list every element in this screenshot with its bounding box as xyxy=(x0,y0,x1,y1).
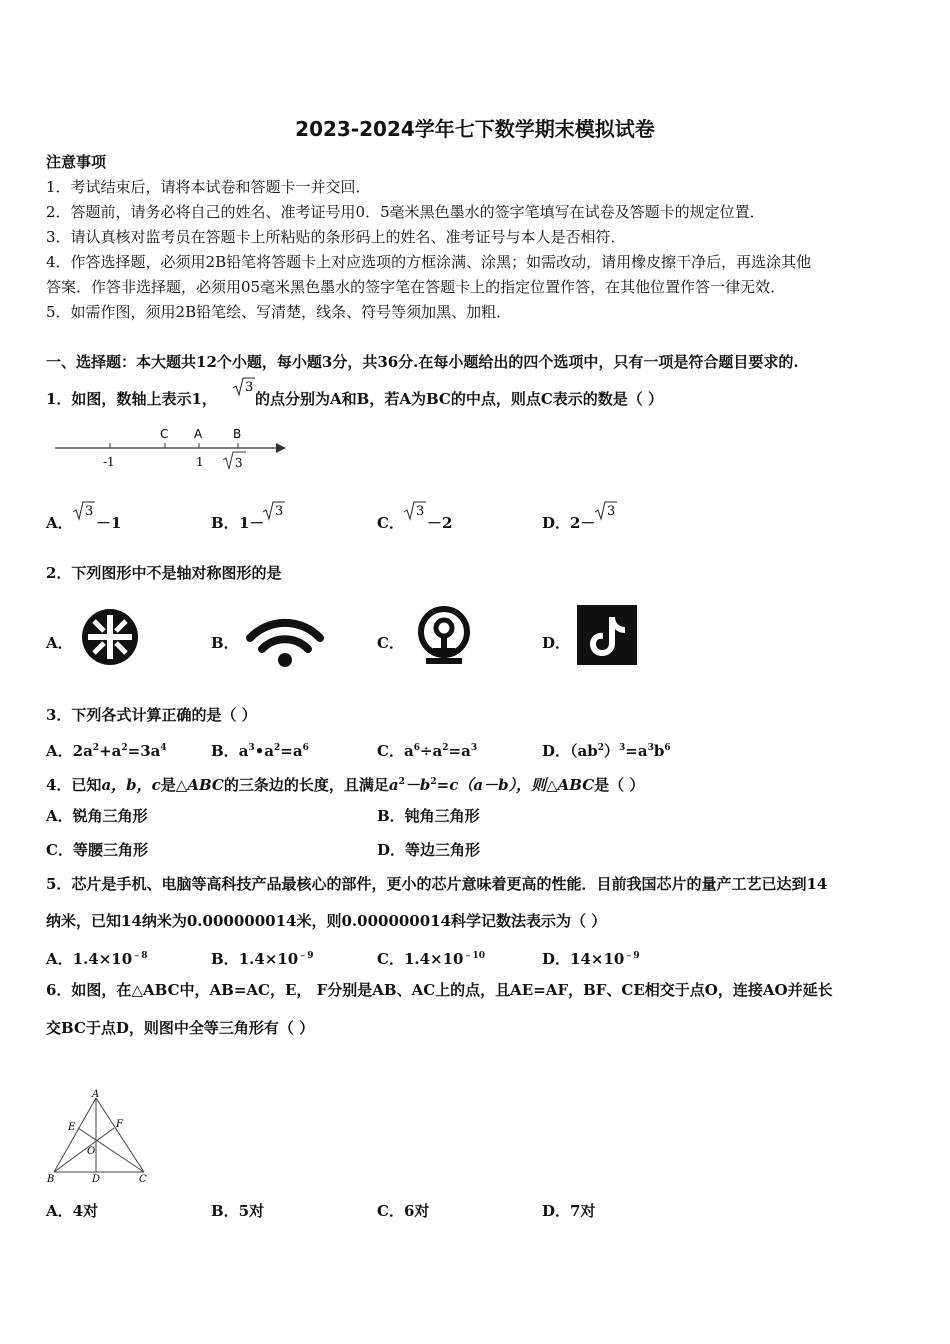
expr-part: =a xyxy=(625,742,648,760)
expr-part: 2a xyxy=(72,742,93,760)
notice-item: 1．考试结束后，请将本试卷和答题卡一并交回． xyxy=(46,178,371,196)
sqrt-symbol-icon xyxy=(594,500,618,522)
expr-part: （ab xyxy=(570,742,598,760)
q4-var: =c（a－b），则△ xyxy=(436,776,558,794)
q2-option-b-letter: B． xyxy=(211,634,239,652)
option-letter: C． xyxy=(377,950,404,968)
vertex-label-f: F xyxy=(116,1119,123,1130)
q2-option-d-letter: D． xyxy=(542,634,571,652)
q6-line1: 6．如图，在△ABC中，AB=AC，E， F分别是AB、AC上的点，且AE=AF，BF、CE相交于点O，连接AO并延长 xyxy=(46,981,833,999)
q4-var: ABC xyxy=(557,776,595,794)
q5-option-b xyxy=(211,946,314,969)
q4-option-a: A．锐角三角形 xyxy=(46,807,148,825)
expr-part: =a xyxy=(280,742,303,760)
wifi-icon xyxy=(244,608,326,670)
exponent: ﹣10 xyxy=(463,951,486,961)
q5-option-a xyxy=(46,946,147,969)
q1-option-c-text: －2 xyxy=(427,514,453,532)
sqrt-radicand: 3 xyxy=(235,456,243,470)
vertex-label-a: A xyxy=(92,1089,100,1100)
option-letter: D． xyxy=(542,950,571,968)
q4-text: 是△ xyxy=(160,776,188,794)
q1-option-d-text: 2－ xyxy=(570,514,596,532)
exponent: ﹣9 xyxy=(624,951,640,961)
vertex-label-e: E xyxy=(68,1122,76,1133)
q4-option-b: B．钝角三角形 xyxy=(377,807,480,825)
expr-part: b xyxy=(653,742,665,760)
q6-option-a: A．4对 xyxy=(46,1202,99,1220)
sqrt-radicand: 3 xyxy=(275,504,284,519)
expr-part: =3a xyxy=(127,742,161,760)
exponent: 3 xyxy=(470,743,478,753)
q3-option-d xyxy=(542,738,671,761)
option-letter: B． xyxy=(211,742,239,760)
option-letter: C． xyxy=(377,742,404,760)
sqrt-symbol-icon xyxy=(72,500,96,522)
q5-line2: 纳米，已知14纳米为0.000000014米，则0.000000014科学记数法表示为（ ） xyxy=(46,912,607,930)
q4-text: 是（ ） xyxy=(594,776,645,794)
q1-option-b-letter: B． xyxy=(211,514,239,532)
q4-stem xyxy=(46,772,644,795)
q6-line2: 交BC于点D，则图中全等三角形有（ ） xyxy=(46,1019,315,1037)
option-letter: A． xyxy=(46,950,73,968)
exponent: 2 xyxy=(92,743,100,753)
q4-var: ABC xyxy=(187,776,224,794)
q1-option-a-text: －1 xyxy=(96,514,122,532)
expr-part: ） xyxy=(604,742,620,760)
option-letter: D． xyxy=(542,742,571,760)
tick-label: 1 xyxy=(196,455,204,469)
q6-option-b: B．5对 xyxy=(211,1202,265,1220)
point-label-a: A xyxy=(194,427,203,441)
exponent: 2 xyxy=(597,743,604,753)
q3-option-c xyxy=(377,738,477,761)
q2-stem: 2．下列图形中不是轴对称图形的是 xyxy=(46,564,282,582)
expr-part: a xyxy=(238,742,249,760)
q4-var: a，b，c xyxy=(101,776,161,794)
exponent: 2 xyxy=(121,743,128,753)
q1-option-c-letter: C． xyxy=(377,514,404,532)
sqrt-radicand: 3 xyxy=(85,504,94,519)
q6-option-c: C．6对 xyxy=(377,1202,430,1220)
expr-part: =a xyxy=(448,742,471,760)
notice-heading: 注意事项 xyxy=(46,153,107,171)
metro-logo-icon xyxy=(80,607,140,667)
axis-arrow-icon xyxy=(276,443,286,453)
exponent: 2 xyxy=(442,743,449,753)
q5-option-c xyxy=(377,946,485,969)
point-label-b: B xyxy=(233,427,242,441)
exponent: ﹣8 xyxy=(132,951,148,961)
notice-item: 5．如需作图，须用2B铅笔绘、写清楚，线条、符号等须加黑、加粗． xyxy=(46,303,512,321)
triangle-figure xyxy=(44,1088,156,1188)
exponent: 3 xyxy=(248,743,255,753)
q1-option-d-letter: D． xyxy=(542,514,571,532)
q3-option-a xyxy=(46,738,167,761)
vertex-label-b: B xyxy=(47,1174,55,1185)
number-line-figure xyxy=(50,422,300,474)
q1-stem-b: 的点分别为A和B，若A为BC的中点，则点C表示的数是（ ） xyxy=(255,390,664,408)
sci-base: 14×10 xyxy=(570,950,625,968)
q6-option-d: D．7对 xyxy=(542,1202,596,1220)
q1-option-b-text: 1－ xyxy=(239,514,265,532)
q4-option-d: D．等边三角形 xyxy=(377,841,481,859)
tiktok-logo-icon xyxy=(577,605,637,665)
q3-option-b xyxy=(211,738,309,761)
q4-text: 4．已知 xyxy=(46,776,102,794)
exponent: 2 xyxy=(430,777,437,787)
tick-label: -1 xyxy=(103,455,115,469)
sci-base: 1.4×10 xyxy=(403,950,464,968)
sqrt-symbol-icon xyxy=(232,376,256,398)
expr-part: ÷a xyxy=(419,742,443,760)
exponent: 2 xyxy=(274,743,281,753)
exponent: 6 xyxy=(302,743,309,753)
q2-option-c-letter: C． xyxy=(377,634,404,652)
q4-var: －b xyxy=(404,776,431,794)
point-label-o: O xyxy=(87,1146,96,1157)
section-heading: 一、选择题：本大题共12个小题，每小题3分，共36分.在每小题给出的四个选项中，只有一项是符合题目要求的. xyxy=(46,353,799,371)
q1-stem-a: 1．如图，数轴上表示1， xyxy=(46,390,217,408)
notice-item: 答案．作答非选择题，必须用05毫米黑色墨水的签字笔在答题卡上的指定位置作答，在其他位置作答一律无效． xyxy=(46,278,786,296)
sqrt-symbol-icon xyxy=(262,500,286,522)
exponent: ﹣9 xyxy=(298,951,314,961)
exponent: 4 xyxy=(160,743,167,753)
q5-line1: 5．芯片是手机、电脑等高科技产品最核心的部件，更小的芯片意味着更高的性能．目前我国芯片的量产工艺已达到14 xyxy=(46,875,828,893)
notice-item: 3．请认真核对监考员在答题卡上所粘贴的条形码上的姓名、准考证号与本人是否相符． xyxy=(46,228,626,246)
exponent: 6 xyxy=(664,743,671,753)
page-title: 2023-2024学年七下数学期末模拟试卷 xyxy=(295,117,655,141)
point-label-d: D xyxy=(92,1174,101,1185)
sci-base: 1.4×10 xyxy=(72,950,133,968)
q4-var: a xyxy=(388,776,399,794)
q1-option-a-letter: A． xyxy=(46,514,73,532)
option-letter: B． xyxy=(211,950,239,968)
exponent: 6 xyxy=(413,743,420,753)
option-letter: A． xyxy=(46,742,73,760)
sqrt-radicand: 3 xyxy=(245,380,254,395)
vertex-label-c: C xyxy=(139,1174,147,1185)
notice-item: 2．答题前，请务必将自己的姓名、准考证号用0．5毫米黑色墨水的签字笔填写在试卷及答题卡的规定位置． xyxy=(46,203,765,221)
exponent: 3 xyxy=(619,743,626,753)
exponent: 3 xyxy=(647,743,654,753)
expr-part: +a xyxy=(99,742,122,760)
expr-part: a xyxy=(403,742,414,760)
q4-text: 的三条边的长度，且满足 xyxy=(223,776,389,794)
point-label-c: C xyxy=(160,427,169,441)
q5-option-d xyxy=(542,946,640,969)
sqrt-radicand: 3 xyxy=(607,504,616,519)
notice-item: 4．作答选择题，必须用2B铅笔将答题卡上对应选项的方框涂满、涂黑；如需改动，请用橡皮擦干净后，再选涂其他 xyxy=(46,253,812,271)
exponent: 2 xyxy=(398,777,405,787)
q4-option-c: C．等腰三角形 xyxy=(46,841,148,859)
q2-option-a-letter: A． xyxy=(46,634,73,652)
sqrt-radicand: 3 xyxy=(416,504,425,519)
sci-base: 1.4×10 xyxy=(238,950,299,968)
railway-logo-icon xyxy=(412,604,476,668)
q3-stem: 3．下列各式计算正确的是（ ） xyxy=(46,706,257,724)
expr-part: •a xyxy=(254,742,274,760)
sqrt-symbol-icon xyxy=(403,500,427,522)
